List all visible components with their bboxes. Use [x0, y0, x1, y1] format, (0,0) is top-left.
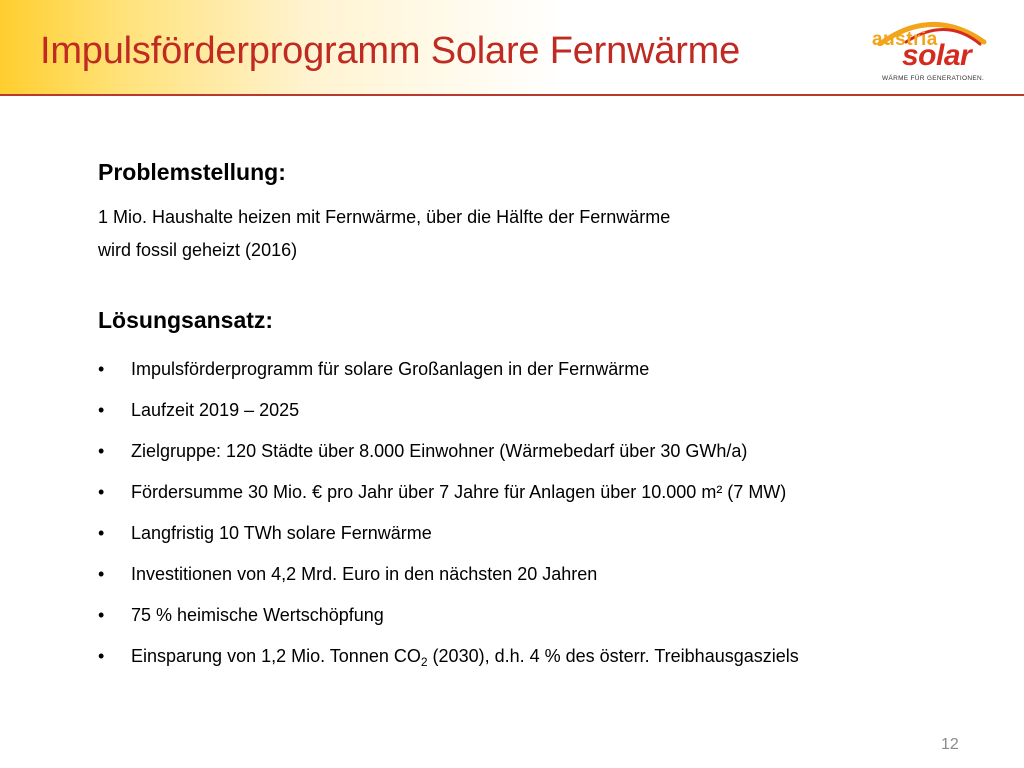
co2-text-before: Einsparung von 1,2 Mio. Tonnen CO: [131, 646, 421, 666]
co2-subscript: 2: [420, 655, 428, 669]
bullet-item: • 75 % heimische Wertschöpfung: [98, 595, 978, 636]
page-number: 12: [941, 736, 959, 753]
bullet-item: • Zielgruppe: 120 Städte über 8.000 Einwohner (Wärmebedarf über 30 GWh/a): [98, 431, 978, 472]
solution-heading: Lösungsansatz:: [98, 307, 274, 333]
problem-line-2: wird fossil geheizt (2016): [98, 240, 298, 260]
problem-heading: Problemstellung:: [98, 159, 286, 185]
bullet-item: • Investitionen von 4,2 Mrd. Euro in den nächsten 20 Jahren: [98, 554, 978, 595]
austria-solar-logo: [862, 12, 992, 84]
bullet-item: • Laufzeit 2019 – 2025: [98, 390, 978, 431]
bullet-item: • Fördersumme 30 Mio. € pro Jahr über 7 Jahre für Anlagen über 10.000 m² (7 MW): [98, 472, 978, 513]
header-divider: [0, 94, 1024, 96]
logo-word-solar: solar: [902, 39, 972, 72]
bullet-item: • Impulsförderprogramm für solare Großanlagen in der Fernwärme: [98, 349, 978, 390]
problem-line-1: 1 Mio. Haushalte heizen mit Fernwärme, über die Hälfte der Fernwärme: [98, 207, 671, 227]
logo-word-austria: austria: [872, 29, 938, 50]
bullet-item: • Langfristig 10 TWh solare Fernwärme: [98, 513, 978, 554]
solution-bullet-list: [98, 349, 978, 677]
bullet-item-co2: [98, 636, 978, 677]
slide-title: Impulsförderprogramm Solare Fernwärme: [40, 30, 741, 72]
co2-text-after: (2030), d.h. 4 % des österr. Treibhausgasziels: [427, 646, 799, 666]
problem-text: [98, 201, 978, 267]
slide-content: [98, 155, 978, 677]
logo-tagline: WÄRME FÜR GENERATIONEN.: [882, 75, 985, 82]
